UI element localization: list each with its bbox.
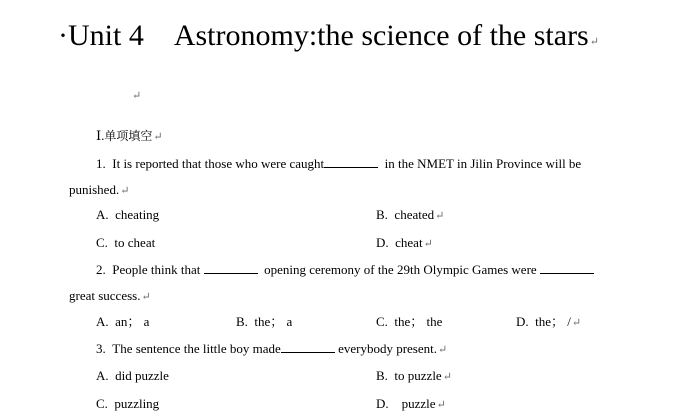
answer-blank bbox=[281, 341, 335, 353]
question-number: 3. bbox=[96, 341, 106, 356]
option-3b[interactable]: B. to puzzle↵ bbox=[376, 368, 452, 383]
option-2b[interactable]: B. the； a bbox=[236, 314, 293, 329]
paragraph-mark: ↵ bbox=[438, 344, 448, 356]
option-1a[interactable]: A. cheating bbox=[96, 207, 160, 222]
title-bullet: · bbox=[58, 19, 68, 52]
question-1-stem: 1. It is reported that those who were caught in the NMET in Jilin Province will be bbox=[96, 156, 582, 171]
paragraph-mark: ↵ bbox=[435, 210, 445, 222]
paragraph-mark: ↵ bbox=[589, 36, 599, 48]
option-3c[interactable]: C. puzzling bbox=[96, 396, 160, 411]
paragraph-mark: ↵ bbox=[571, 317, 582, 329]
paragraph-mark: ↵ bbox=[442, 371, 452, 383]
answer-blank bbox=[204, 262, 258, 274]
answer-blank bbox=[540, 262, 594, 274]
paragraph-mark: ↵ bbox=[436, 399, 446, 411]
option-1d[interactable]: D. cheat↵ bbox=[376, 235, 433, 250]
paragraph-mark: ↵ bbox=[153, 131, 163, 143]
paragraph-mark: ↵ bbox=[141, 291, 151, 303]
option-3a[interactable]: A. did puzzle bbox=[96, 368, 169, 383]
question-number: 2. bbox=[96, 262, 106, 277]
title-topic: Astronomy:the science of the stars bbox=[173, 19, 589, 52]
question-1-continuation: punished.↵ bbox=[69, 182, 130, 197]
page-title bbox=[58, 16, 599, 62]
question-2-continuation: great success.↵ bbox=[69, 288, 151, 303]
answer-blank bbox=[324, 156, 378, 168]
section-numeral: Ⅰ. bbox=[96, 128, 105, 143]
option-2d[interactable]: D. the； /↵ bbox=[516, 314, 582, 329]
paragraph-mark: ↵ bbox=[423, 238, 433, 250]
paragraph-mark: ↵ bbox=[120, 185, 130, 197]
option-1b[interactable]: B. cheated↵ bbox=[376, 207, 445, 222]
option-2a[interactable]: A. an； a bbox=[96, 314, 150, 329]
option-1c[interactable]: C. to cheat bbox=[96, 235, 156, 250]
section-heading bbox=[96, 127, 163, 146]
question-3-stem: 3. The sentence the little boy made everybody present.↵ bbox=[96, 341, 448, 356]
question-2-stem: 2. People think that opening ceremony of the 29th Olympic Games were bbox=[96, 261, 594, 279]
section-label: 单项填空 bbox=[104, 129, 153, 143]
title-unit: Unit 4 bbox=[68, 19, 144, 52]
option-2c[interactable]: C. the； the bbox=[376, 314, 443, 329]
empty-paragraph bbox=[131, 86, 141, 105]
paragraph-mark: ↵ bbox=[132, 90, 142, 102]
question-number: 1. bbox=[96, 156, 106, 171]
option-3d[interactable]: D. puzzle↵ bbox=[376, 396, 446, 411]
